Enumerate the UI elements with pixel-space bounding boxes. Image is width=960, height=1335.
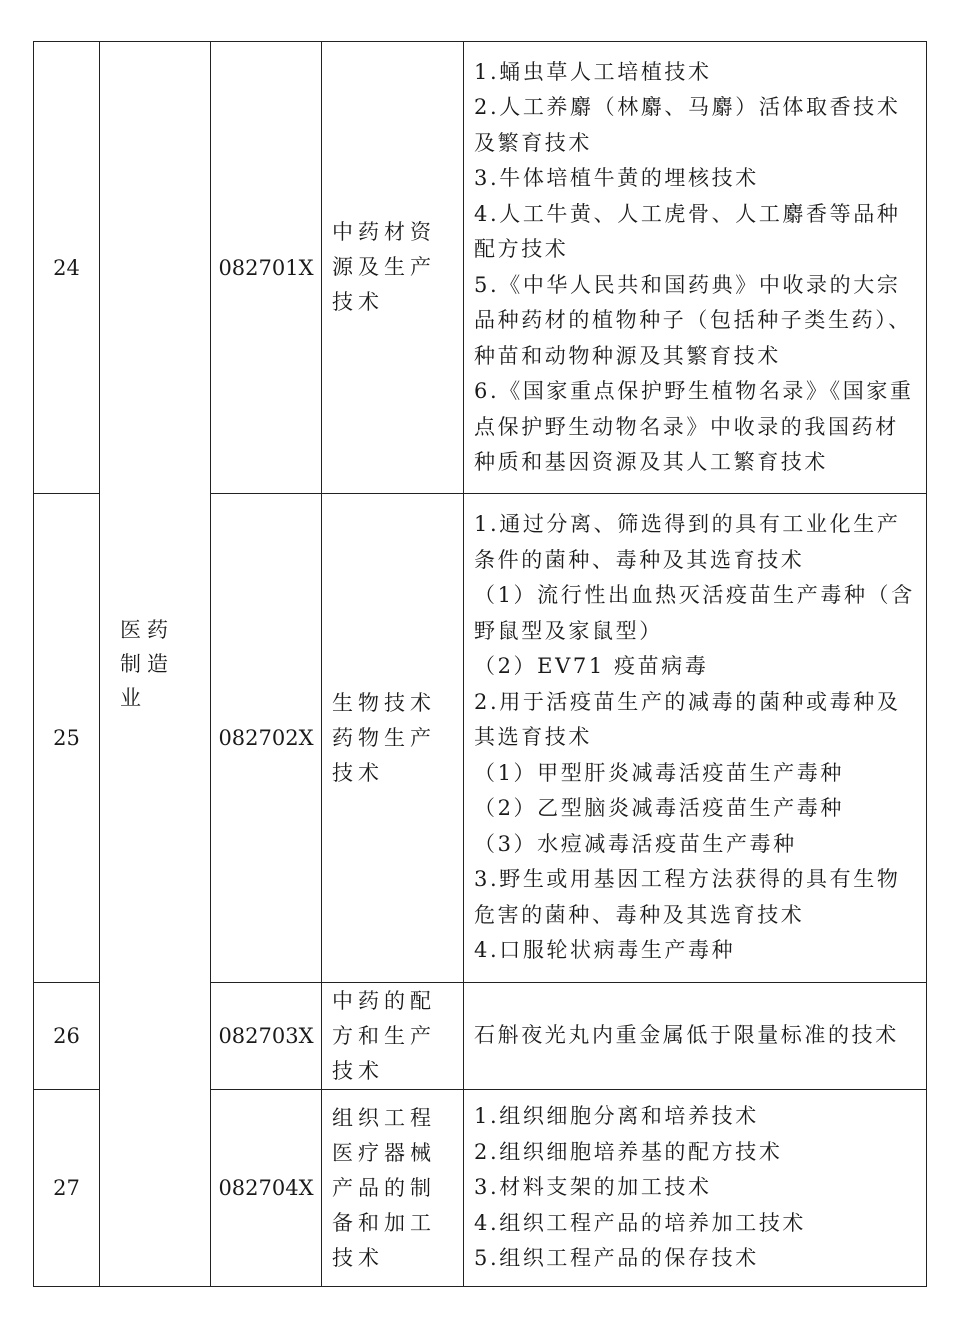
tech-name-line: 药物生产 <box>332 725 436 750</box>
tech-item: （3）水痘减毒活疫苗生产毒种 <box>474 831 797 856</box>
row-number: 24 <box>34 42 100 494</box>
tech-name <box>322 983 464 1090</box>
tech-item: 1.组织细胞分离和培养技术 <box>474 1104 759 1129</box>
tech-item: （1）甲型肝炎减毒活疫苗生产毒种 <box>474 760 844 785</box>
row-number: 27 <box>34 1090 100 1287</box>
tech-item: 3.材料支架的加工技术 <box>474 1175 712 1200</box>
tech-name-line: 医疗器械 <box>332 1140 436 1165</box>
tech-item: 石斛夜光丸内重金属低于限量标准的技术 <box>474 1023 899 1048</box>
tech-name-line: 技术 <box>332 290 384 314</box>
tech-code: 082702X <box>211 494 322 983</box>
tech-item: （2）乙型脑炎减毒活疫苗生产毒种 <box>474 796 844 821</box>
tech-item: 2.用于活疫苗生产的减毒的菌种或毒种及其选育技术 <box>474 689 901 750</box>
tech-item: 2.人工养麝（林麝、马麝）活体取香技术及繁育技术 <box>474 95 901 155</box>
tech-item: 1.蛹虫草人工培植技术 <box>474 59 712 84</box>
industry-label: 医药制造业 <box>120 618 174 710</box>
tech-items <box>464 42 927 494</box>
tech-name-line: 方和生产 <box>332 1023 436 1048</box>
tech-name <box>322 1090 464 1287</box>
industry-cell <box>100 42 211 1287</box>
tech-name-line: 备和加工 <box>332 1210 436 1235</box>
tech-name-line: 产品的制 <box>332 1175 436 1200</box>
tech-item: 1.通过分离、筛选得到的具有工业化生产条件的菌种、毒种及其选育技术 <box>474 512 901 572</box>
tech-code: 082703X <box>211 983 322 1090</box>
tech-name-line: 中药材资 <box>332 220 436 244</box>
tech-name-line: 中药的配 <box>332 988 436 1013</box>
tech-item: 5.《中华人民共和国药典》中收录的大宗品种药材的植物种子（包括种子类生药）、种苗和动物种源及其繁育技术 <box>474 272 912 368</box>
tech-item: 3.牛体培植牛黄的埋核技术 <box>474 166 759 190</box>
tech-name-line: 技术 <box>332 760 384 785</box>
table-row <box>34 42 927 494</box>
tech-name-line: 源及生产 <box>332 255 436 279</box>
tech-item: （2）EV71 疫苗病毒 <box>474 654 709 679</box>
tech-code: 082704X <box>211 1090 322 1287</box>
tech-name-line: 生物技术 <box>332 690 436 715</box>
tech-name <box>322 494 464 983</box>
tech-name <box>322 42 464 494</box>
row-number: 26 <box>34 983 100 1090</box>
tech-item: 2.组织细胞培养基的配方技术 <box>474 1139 783 1164</box>
tech-item: 4.组织工程产品的培养加工技术 <box>474 1210 807 1235</box>
tech-item: 4.人工牛黄、人工虎骨、人工麝香等品种配方技术 <box>474 201 901 261</box>
tech-items <box>464 1090 927 1287</box>
tech-items <box>464 983 927 1090</box>
tech-code: 082701X <box>211 42 322 494</box>
technology-table <box>33 41 927 1287</box>
tech-items <box>464 494 927 983</box>
tech-item: 6.《国家重点保护野生植物名录》《国家重点保护野生动物名录》中收录的我国药材种质和基因资源及其人工繁育技术 <box>474 379 914 474</box>
tech-name-line: 技术 <box>332 1245 384 1270</box>
row-number: 25 <box>34 494 100 983</box>
tech-name-line: 组织工程 <box>332 1105 436 1130</box>
tech-name-line: 技术 <box>332 1058 384 1083</box>
tech-item: 5.组织工程产品的保存技术 <box>474 1246 759 1271</box>
tech-item: 4.口服轮状病毒生产毒种 <box>474 938 736 963</box>
tech-item: 3.野生或用基因工程方法获得的具有生物危害的菌种、毒种及其选育技术 <box>474 867 901 927</box>
tech-item: （1）流行性出血热灭活疫苗生产毒种（含野鼠型及家鼠型） <box>474 583 915 643</box>
